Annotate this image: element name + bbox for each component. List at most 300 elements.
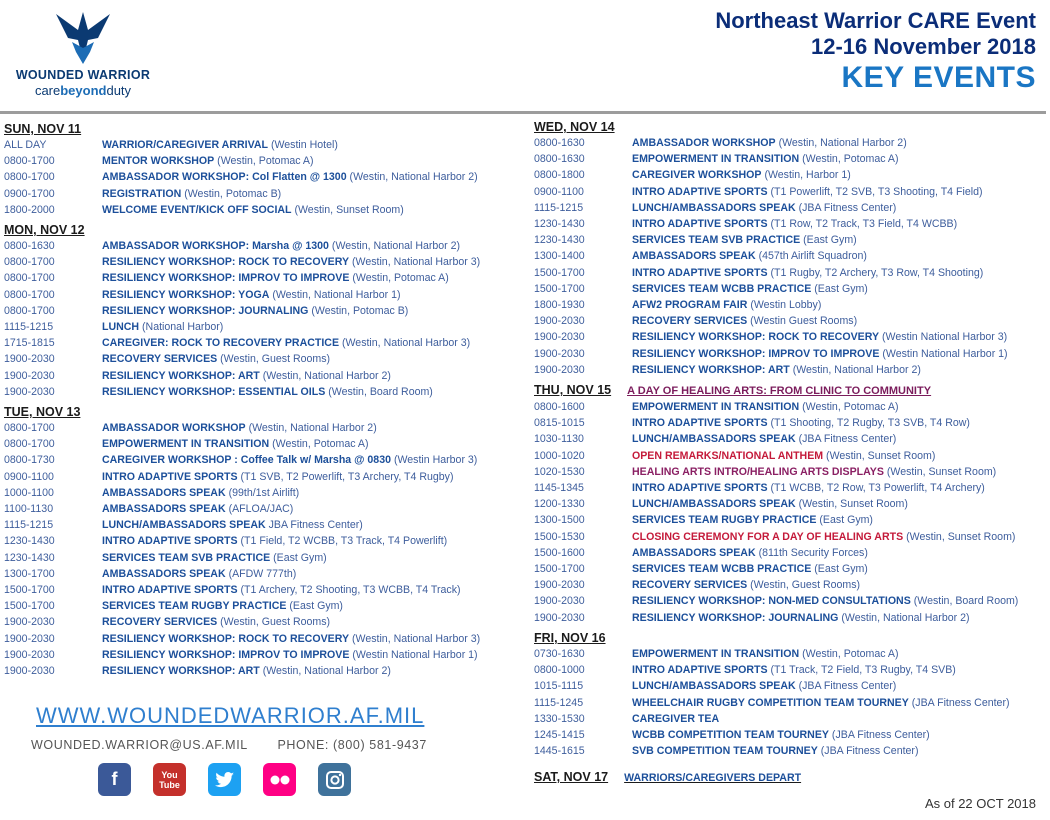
event-name: INTRO ADAPTIVE SPORTS: [632, 185, 768, 198]
schedule-row: [4, 153, 516, 169]
event-name: SERVICES TEAM WCBB PRACTICE: [632, 563, 812, 576]
schedule-row: [4, 533, 516, 549]
schedule-row: [4, 663, 516, 679]
header-divider: [0, 111, 1046, 114]
event-location: (T1 Powerlift, T2 SVB, T3 Shooting, T4 Field): [770, 185, 983, 198]
email-text[interactable]: WOUNDED.WARRIOR@US.AF.MIL: [31, 738, 248, 752]
event-title: Northeast Warrior CARE Event: [715, 8, 1036, 33]
event-location: (T1 WCBB, T2 Row, T3 Powerlift, T4 Archery): [770, 482, 985, 495]
event-location: (Westin, Potomac A): [352, 272, 449, 285]
event-location: (99th/1st Airlift): [228, 486, 300, 499]
day-label: FRI, NOV 16: [534, 630, 606, 645]
schedule-row: [4, 647, 516, 663]
event-description: [102, 501, 293, 517]
event-time: 1900-2030: [4, 385, 55, 398]
day-label: THU, NOV 15: [534, 383, 612, 398]
event-description: [632, 329, 1007, 345]
event-description: [632, 678, 896, 694]
event-description: [632, 431, 896, 447]
phone-text: PHONE: (800) 581-9437: [277, 738, 427, 752]
event-description: [102, 469, 453, 485]
event-time: 1900-2030: [4, 632, 55, 645]
event-location: (East Gym): [803, 234, 857, 247]
event-location: (Westin Hotel): [270, 139, 338, 151]
event-name: SERVICES TEAM RUGBY PRACTICE: [632, 514, 817, 527]
event-description: [632, 545, 868, 561]
event-location: (AFDW 777th): [228, 567, 297, 580]
event-name: CLOSING CEREMONY FOR A DAY OF HEALING ARTS: [632, 530, 904, 543]
event-description: [632, 399, 898, 415]
event-location: (JBA Fitness Center): [798, 680, 897, 693]
event-location: (Westin National Harbor 3): [881, 331, 1008, 344]
event-description: [632, 711, 719, 727]
event-description: [632, 151, 898, 167]
event-time: 1900-2030: [534, 347, 585, 360]
schedule-row: [534, 232, 1046, 248]
event-description: [632, 577, 860, 593]
event-time: 1115-1215: [534, 201, 584, 214]
schedule-row: [4, 319, 516, 335]
day-heading: [534, 382, 1046, 399]
event-location: (East Gym): [814, 282, 868, 295]
schedule-right-column: [534, 117, 1046, 786]
event-time: 0800-1600: [534, 401, 585, 414]
event-name: CAREGIVER: ROCK TO RECOVERY PRACTICE: [102, 337, 340, 350]
event-name: RESILIENCY WORKSHOP: ART: [102, 369, 260, 382]
event-time: 0800-1630: [534, 137, 585, 149]
event-location: (Westin, Potomac A): [272, 438, 369, 451]
schedule-row: [534, 265, 1046, 281]
event-time: 0900-1700: [4, 187, 55, 200]
event-name: AMBASSADOR WORKSHOP: [102, 422, 246, 435]
schedule-row: [534, 577, 1046, 593]
day-label: SUN, NOV 11: [4, 122, 82, 136]
event-location: (Westin, Sunset Room): [294, 203, 404, 216]
event-name: LUNCH/AMBASSADORS SPEAK: [632, 498, 796, 511]
event-name: INTRO ADAPTIVE SPORTS: [102, 535, 238, 548]
event-time: 1230-1430: [534, 234, 585, 247]
event-time: 1100-1130: [4, 503, 54, 516]
event-name: RESILIENCY WORKSHOP: ESSENTIAL OILS: [102, 385, 326, 398]
event-time: 1900-2030: [4, 616, 55, 629]
event-time: 0800-1800: [534, 169, 585, 182]
schedule-row: [534, 662, 1046, 678]
event-name: SERVICES TEAM SVB PRACTICE: [632, 234, 801, 247]
event-description: [102, 238, 460, 254]
logo-title: WOUNDED WARRIOR: [15, 68, 151, 82]
facebook-icon[interactable]: f: [98, 763, 131, 796]
schedule-row: [534, 151, 1046, 167]
schedule-row: [4, 270, 516, 286]
event-location: (Westin, Guest Rooms): [220, 616, 331, 629]
event-time: 1015-1115: [534, 680, 584, 693]
schedule-row: [534, 496, 1046, 512]
schedule-row: [4, 137, 516, 153]
event-location: (Westin, National Harbor 2): [262, 369, 391, 382]
schedule-row: [534, 399, 1046, 415]
event-time: 1800-1930: [534, 299, 585, 312]
event-time: 1900-2030: [534, 595, 585, 608]
event-description: [102, 270, 449, 286]
event-location: (Westin, National Harbor 3): [351, 256, 481, 269]
event-description: [102, 517, 363, 533]
as-of-date: As of 22 OCT 2018: [924, 796, 1036, 811]
schedule-row: [4, 238, 516, 254]
day-heading: [534, 119, 1046, 135]
event-name: RESILIENCY WORKSHOP: ROCK TO RECOVERY: [102, 632, 350, 645]
event-name: LUNCH/AMBASSADORS SPEAK: [632, 201, 796, 214]
event-name: RESILIENCY WORKSHOP: JOURNALING: [102, 304, 309, 317]
event-name: WHEELCHAIR RUGBY COMPETITION TEAM TOURNEY: [632, 696, 909, 709]
event-location: (Westin, Harbor 1): [764, 169, 851, 182]
event-time: 1900-2030: [4, 665, 55, 678]
event-description: [102, 598, 343, 614]
youtube-icon[interactable]: You Tube: [153, 763, 186, 796]
event-name: RECOVERY SERVICES: [632, 579, 748, 592]
event-time: 0800-1730: [4, 454, 55, 467]
event-time: 0900-1100: [4, 470, 54, 483]
schedule-row: [4, 566, 516, 582]
event-description: [632, 448, 935, 464]
event-time: 1245-1415: [534, 728, 585, 741]
event-description: [632, 662, 956, 678]
event-description: [102, 582, 461, 598]
event-time: 0800-1700: [4, 155, 55, 168]
social-icons: [98, 763, 351, 796]
event-name: AMBASSADORS SPEAK: [102, 486, 226, 499]
event-description: [632, 646, 898, 662]
schedule-row: [534, 184, 1046, 200]
event-description: [102, 287, 400, 303]
event-name: WCBB COMPETITION TEAM TOURNEY: [632, 728, 829, 741]
event-name: INTRO ADAPTIVE SPORTS: [632, 482, 768, 495]
event-description: [632, 248, 867, 264]
event-description: [102, 485, 299, 501]
event-description: [102, 452, 477, 468]
air-force-wings-icon: [50, 8, 116, 66]
key-events-heading: KEY EVENTS: [841, 61, 1036, 94]
event-location: (AFLOA/JAC): [228, 503, 294, 516]
schedule-row: [4, 485, 516, 501]
event-name: RECOVERY SERVICES: [102, 616, 218, 629]
event-name: WELCOME EVENT/KICK OFF SOCIAL: [102, 203, 292, 216]
event-time: 1500-1700: [534, 282, 585, 295]
event-description: [632, 167, 851, 183]
event-name: AMBASSADORS SPEAK: [632, 250, 756, 263]
event-description: [102, 351, 330, 367]
instagram-icon[interactable]: [318, 763, 351, 796]
event-description: [102, 384, 433, 400]
schedule-row: [4, 420, 516, 436]
event-time: 1800-2000: [4, 203, 55, 216]
event-time: 1300-1700: [4, 567, 55, 580]
schedule-row: [534, 362, 1046, 378]
event-name: AMBASSADORS SPEAK: [102, 567, 226, 580]
schedule-row: [534, 216, 1046, 232]
event-name: AMBASSADOR WORKSHOP: Marsha @ 1300: [102, 240, 329, 253]
logo: [8, 8, 158, 98]
event-name: AMBASSADOR WORKSHOP: Col Flatten @ 1300: [102, 171, 347, 184]
event-name: REGISTRATION: [102, 187, 182, 200]
event-location: (T1 Field, T2 WCBB, T3 Track, T4 Powerlift): [240, 535, 448, 548]
event-time: 0800-1700: [4, 438, 55, 451]
event-location: (Westin, National Harbor 2): [841, 611, 970, 624]
event-name: RESILIENCY WORKSHOP: YOGA: [102, 288, 270, 301]
event-time: 1300-1400: [534, 250, 585, 263]
schedule-row: [534, 281, 1046, 297]
day-heading: [534, 630, 1046, 646]
event-name: RESILIENCY WORKSHOP: IMPROV TO IMPROVE: [102, 272, 350, 285]
schedule-row: [4, 384, 516, 400]
event-time: 0800-1700: [4, 304, 55, 317]
event-name: MENTOR WORKSHOP: [102, 155, 215, 168]
event-description: [632, 313, 857, 329]
event-dates: 12-16 November 2018: [810, 34, 1036, 59]
event-name: CAREGIVER TEA: [632, 712, 720, 725]
event-location: (Westin National Harbor 1): [352, 648, 478, 661]
event-name: RESILIENCY WORKSHOP: ART: [632, 363, 790, 376]
schedule-row: [534, 561, 1046, 577]
event-description: [632, 561, 868, 577]
event-description: [102, 663, 391, 679]
event-time: 1145-1345: [534, 482, 584, 495]
schedule-row: [534, 448, 1046, 464]
event-description: [102, 436, 368, 452]
event-name: LUNCH/AMBASSADORS SPEAK: [632, 680, 796, 693]
event-name: RECOVERY SERVICES: [102, 353, 218, 366]
event-description: [102, 202, 404, 218]
event-description: [102, 368, 391, 384]
event-time: 1200-1330: [534, 498, 585, 511]
schedule-row: [534, 711, 1046, 727]
event-time: 1115-1215: [4, 519, 54, 532]
event-name: RESILIENCY WORKSHOP: JOURNALING: [632, 611, 839, 624]
schedule-row: [4, 287, 516, 303]
event-location: (Westin, Board Room): [913, 595, 1019, 608]
event-name: EMPOWERMENT IN TRANSITION: [632, 153, 800, 166]
event-description: [102, 533, 447, 549]
event-description: [102, 631, 480, 647]
event-name: CAREGIVER WORKSHOP: [632, 169, 762, 182]
event-description: [102, 566, 296, 582]
event-time: 1020-1530: [534, 465, 585, 478]
day-label: TUE, NOV 13: [4, 405, 81, 420]
event-location: (Westin, Potomac B): [311, 304, 409, 317]
event-time: 0800-1700: [4, 171, 55, 184]
event-description: [632, 362, 921, 378]
event-location: (T1 Shooting, T2 Rugby, T3 SVB, T4 Row): [770, 417, 970, 430]
website-link[interactable]: WWW.WOUNDEDWARRIOR.AF.MIL: [36, 703, 425, 728]
event-name: LUNCH: [102, 321, 140, 334]
event-name: SVB COMPETITION TEAM TOURNEY: [632, 745, 818, 758]
event-time: 1230-1430: [534, 218, 585, 231]
event-location: (457th Airlift Squadron): [758, 250, 867, 263]
event-description: [102, 647, 478, 663]
schedule-row: [4, 469, 516, 485]
event-location: (Westin, Potomac A): [217, 155, 314, 168]
event-description: [102, 153, 314, 169]
event-name: SERVICES TEAM RUGBY PRACTICE: [102, 600, 287, 613]
event-name: AMBASSADORS SPEAK: [102, 503, 226, 516]
schedule-row: [534, 415, 1046, 431]
event-location: (811th Security Forces): [758, 546, 868, 559]
event-description: [632, 415, 970, 431]
twitter-icon[interactable]: [208, 763, 241, 796]
event-location: (Westin, Potomac A): [802, 401, 899, 414]
event-description: [632, 512, 873, 528]
event-name: SERVICES TEAM SVB PRACTICE: [102, 551, 271, 564]
event-description: [632, 480, 985, 496]
day-heading: [4, 222, 516, 238]
event-description: [102, 550, 327, 566]
schedule-row: [4, 368, 516, 384]
event-time: 1300-1500: [534, 514, 585, 527]
event-description: [632, 695, 1010, 711]
event-description: [632, 200, 896, 216]
event-name: AMBASSADORS SPEAK: [632, 546, 756, 559]
event-location: JBA Fitness Center): [268, 519, 363, 532]
event-location: (East Gym): [289, 600, 343, 613]
schedule-row: [4, 550, 516, 566]
event-time: 1900-2030: [534, 315, 585, 328]
schedule-row: [4, 631, 516, 647]
day-label: WED, NOV 14: [534, 120, 615, 134]
event-location: (Westin, National Harbor 2): [262, 665, 391, 678]
schedule-row: [534, 480, 1046, 496]
event-name: INTRO ADAPTIVE SPORTS: [102, 470, 238, 483]
event-location: (Westin Guest Rooms): [750, 315, 858, 328]
event-name: OPEN REMARKS/NATIONAL ANTHEM: [632, 449, 824, 462]
event-location: (East Gym): [814, 563, 868, 576]
event-description: [632, 743, 918, 759]
event-location: (Westin, National Harbor 3): [351, 632, 481, 645]
event-location: (Westin, National Harbor 2): [349, 171, 478, 184]
day-heading: [4, 404, 516, 420]
event-time: 1445-1615: [534, 745, 585, 758]
event-name: AMBASSADOR WORKSHOP: [632, 137, 776, 149]
event-name: HEALING ARTS INTRO/HEALING ARTS DISPLAYS: [632, 465, 884, 478]
event-time: 0800-1700: [4, 288, 55, 301]
event-name: INTRO ADAPTIVE SPORTS: [632, 417, 768, 430]
day-label: MON, NOV 12: [4, 223, 85, 238]
event-description: [102, 420, 377, 436]
schedule-row: [534, 329, 1046, 345]
event-time: 0800-1700: [4, 422, 55, 435]
schedule-row: [534, 313, 1046, 329]
event-time: 1500-1700: [4, 600, 55, 613]
event-location: (Westin, National Harbor 2): [778, 137, 907, 149]
event-location: (Westin Harbor 3): [393, 454, 478, 467]
event-time: 1900-2030: [534, 331, 585, 344]
event-time: 0900-1100: [534, 185, 584, 198]
event-time: 1115-1215: [4, 321, 54, 334]
event-location: (T1 Row, T2 Track, T3 Field, T4 WCBB): [770, 218, 958, 231]
schedule-row: [4, 517, 516, 533]
event-location: (East Gym): [273, 551, 327, 564]
schedule-row: [4, 501, 516, 517]
event-time: 1500-1600: [534, 546, 585, 559]
event-name: EMPOWERMENT IN TRANSITION: [632, 647, 800, 660]
schedule-row: [4, 614, 516, 630]
event-location: (Westin, Sunset Room): [826, 449, 936, 462]
event-time: 1030-1130: [534, 433, 584, 446]
event-name: CAREGIVER WORKSHOP : Coffee Talk w/ Marsha @ 0830: [102, 454, 391, 467]
schedule-row: [534, 248, 1046, 264]
event-description: [632, 232, 857, 248]
event-time: ALL DAY: [4, 139, 47, 151]
event-time: 1500-1530: [534, 530, 585, 543]
event-description: [632, 464, 996, 480]
event-description: [102, 614, 330, 630]
event-time: 1000-1100: [4, 486, 54, 499]
event-name: INTRO ADAPTIVE SPORTS: [102, 584, 238, 597]
day-label: SAT, NOV 17: [534, 770, 609, 785]
event-description: [102, 254, 480, 270]
event-location: (Westin, Sunset Room): [906, 530, 1016, 543]
flickr-icon[interactable]: [263, 763, 296, 796]
event-time: 1230-1430: [4, 551, 55, 564]
schedule-row: [534, 167, 1046, 183]
event-location: (Westin, Potomac A): [802, 153, 899, 166]
event-name: EMPOWERMENT IN TRANSITION: [102, 438, 270, 451]
event-location: (JBA Fitness Center): [820, 745, 919, 758]
event-description: [632, 216, 957, 232]
event-description: [632, 727, 930, 743]
schedule-row: [534, 512, 1046, 528]
day-event: WARRIORS/CAREGIVERS DEPART: [624, 772, 802, 785]
event-name: RESILIENCY WORKSHOP: IMPROV TO IMPROVE: [632, 347, 880, 360]
event-location: (T1 SVB, T2 Powerlift, T3 Archery, T4 Rugby): [240, 470, 454, 483]
event-description: [632, 184, 983, 200]
event-time: 0800-1000: [534, 664, 585, 677]
event-name: RESILIENCY WORKSHOP: ROCK TO RECOVERY: [102, 256, 350, 269]
schedule-row: [534, 727, 1046, 743]
event-location: (T1 Track, T2 Field, T3 Rugby, T4 SVB): [770, 664, 956, 677]
event-location: (Westin National Harbor 1): [882, 347, 1008, 360]
event-time: 0815-1015: [534, 417, 585, 430]
event-description: [102, 303, 408, 319]
event-name: LUNCH/AMBASSADORS SPEAK: [102, 519, 266, 532]
event-time: 1500-1700: [534, 266, 585, 279]
schedule-row: [4, 598, 516, 614]
event-description: [102, 319, 223, 335]
schedule-row: [534, 464, 1046, 480]
schedule-row: [4, 335, 516, 351]
schedule-row: [534, 297, 1046, 313]
event-time: 1115-1245: [534, 696, 584, 709]
event-description: [102, 335, 470, 351]
schedule-row: [534, 346, 1046, 362]
schedule-row: [534, 593, 1046, 609]
schedule-row: [534, 529, 1046, 545]
event-time: 1900-2030: [534, 611, 585, 624]
event-description: [632, 297, 821, 313]
event-name: LUNCH/AMBASSADORS SPEAK: [632, 433, 796, 446]
event-location: (Westin, Potomac A): [802, 647, 899, 660]
event-location: (Westin, Guest Rooms): [220, 353, 331, 366]
event-name: WARRIOR/CAREGIVER ARRIVAL: [102, 139, 268, 151]
event-time: 0800-1630: [4, 240, 55, 253]
event-location: (Westin, National Harbor 1): [272, 288, 401, 301]
schedule-row: [534, 695, 1046, 711]
event-location: (Westin, Sunset Room): [886, 465, 997, 478]
event-time: 1900-2030: [4, 648, 55, 661]
schedule-row: [4, 436, 516, 452]
event-description: [632, 265, 983, 281]
event-name: RESILIENCY WORKSHOP: ROCK TO RECOVERY: [632, 331, 880, 344]
event-time: 1330-1530: [534, 712, 585, 725]
schedule-row: [534, 678, 1046, 694]
